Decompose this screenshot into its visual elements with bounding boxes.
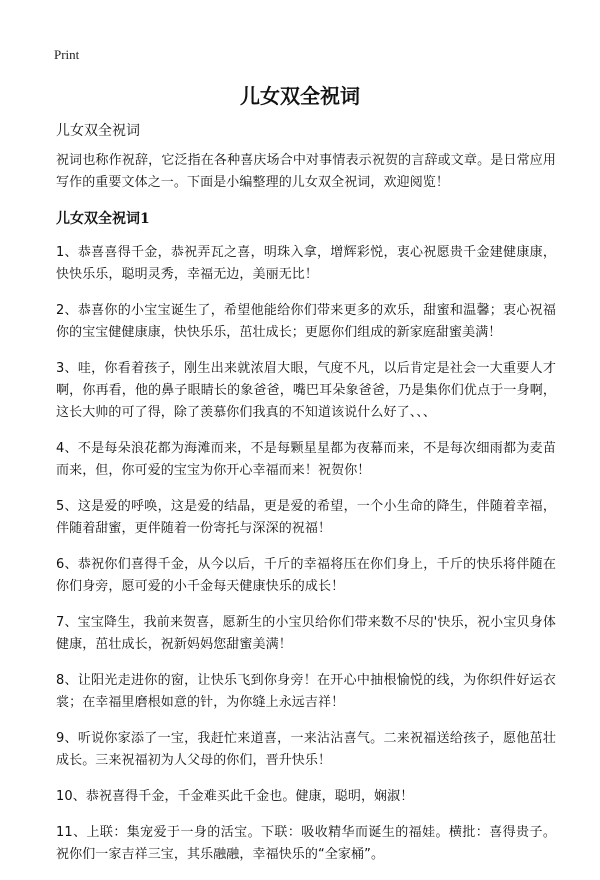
blessing-item-4: 4、不是每朵浪花都为海滩而来，不是每颗星星都为夜幕而来，不是每次细雨都为麦苗而来，但，你可爱的宝宝为你开心幸福而来！祝贺你！ — [56, 441, 556, 478]
blessing-item-2: 2、恭喜你的小宝宝诞生了，希望他能给你们带来更多的欢乐，甜蜜和温馨；衷心祝福你的宝宝健健康康，快快乐乐，茁壮成长；更愿你们组成的新家庭甜蜜美满！ — [56, 303, 556, 340]
blessing-item-7: 7、宝宝降生，我前来贺喜，愿新生的小宝贝给你们带来数不尽的'快乐，祝小宝贝身体健康，茁壮成长，祝新妈妈您甜蜜美满！ — [56, 615, 556, 652]
print-link[interactable]: Print — [54, 47, 80, 62]
blessing-item-5: 5、这是爱的呼唤，这是爱的结晶，更是爱的希望，一个小生命的降生，伴随着幸福，伴随着甜蜜，更伴随着一份寄托与深深的祝福！ — [56, 499, 556, 536]
blessing-item-9: 9、听说你家添了一宝，我赶忙来道喜，一来沾沾喜气。二来祝福送给孩子，愿他茁壮成长。三来祝福初为人父母的你们，晋升快乐！ — [56, 731, 556, 768]
page-subtitle: 儿女双全祝词 — [56, 123, 140, 139]
blessing-item-11: 11、上联：集宠爱于一身的活宝。下联：吸收精华而诞生的福娃。横批：喜得贵子。祝你们一家吉祥三宝，其乐融融，幸福快乐的“全家桶”。 — [56, 825, 556, 862]
page-title: 儿女双全祝词 — [240, 84, 360, 108]
section-heading: 儿女双全祝词1 — [56, 211, 150, 227]
blessing-item-1: 1、恭喜喜得千金，恭祝弄瓦之喜，明珠入拿，增辉彩悦，衷心祝愿贵千金建健康康，快快乐乐，聪明灵秀，幸福无边，美丽无比！ — [56, 245, 556, 282]
article-body — [56, 150, 556, 880]
intro-paragraph: 祝词也称作祝辞，它泛指在各种喜庆场合中对事情表示祝贺的言辞或文章。是日常应用写作的重要文体之一。下面是小编整理的儿女双全祝词，欢迎阅览！ — [56, 153, 556, 190]
blessing-item-8: 8、让阳光走进你的窗，让快乐飞到你身旁！在开心中抽根愉悦的线，为你织件好运衣裳；在幸福里磨根如意的针，为你缝上永远吉祥！ — [56, 673, 556, 710]
blessing-item-6: 6、恭祝你们喜得千金，从今以后，千斤的幸福将压在你们身上，千斤的快乐将伴随在你们身旁，愿可爱的小千金每天健康快乐的成长！ — [56, 557, 556, 594]
blessing-item-10: 10、恭祝喜得千金，千金难买此千金也。健康，聪明，娴淑！ — [56, 789, 414, 804]
blessing-item-3: 3、哇，你看着孩子，刚生出来就浓眉大眼，气度不凡，以后肯定是社会一大重要人才啊，你再看，他的鼻子眼睛长的象爸爸，嘴巴耳朵象爸爸，乃是集你们优点于一身啊，这长大帅的可了得，除了羡慕你们我真的不知道该说什么好了、、、 — [56, 361, 556, 420]
